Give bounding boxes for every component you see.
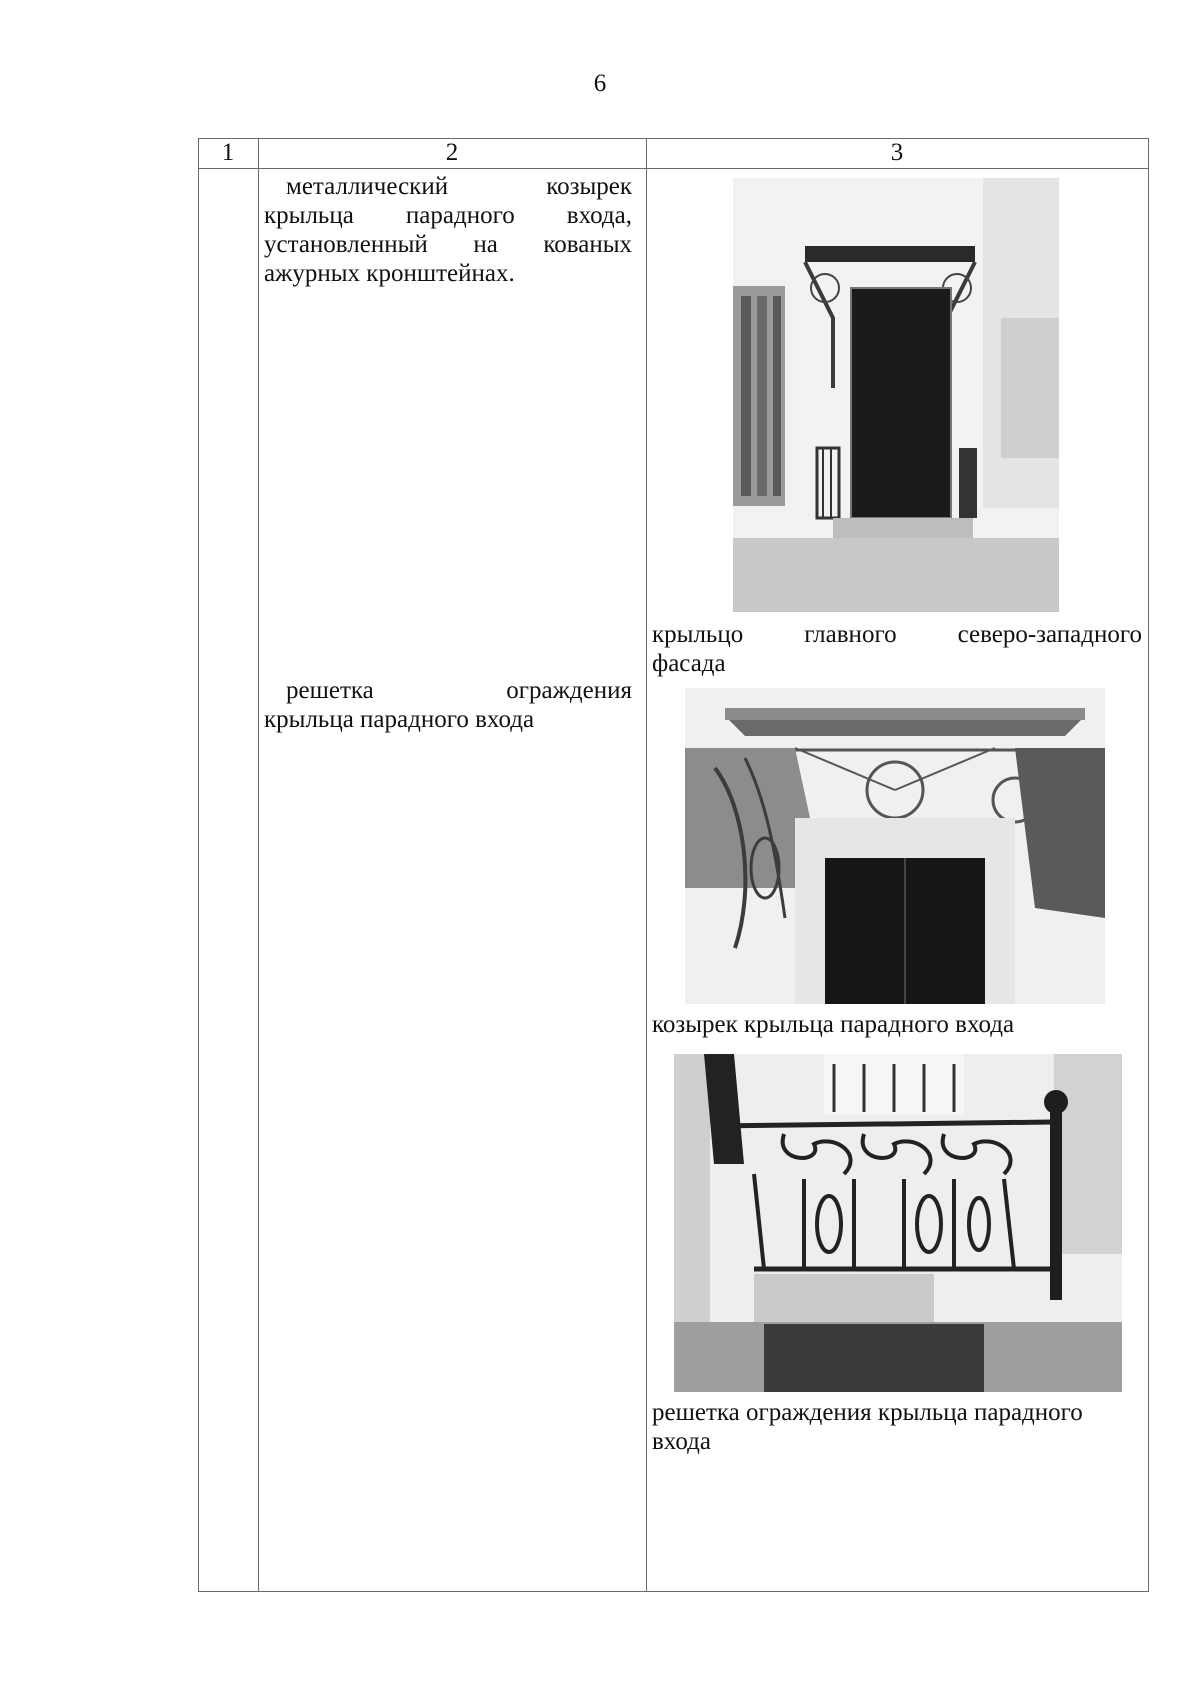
- railing-photo: [674, 1054, 1122, 1392]
- description-line: металлический козырек: [286, 173, 632, 200]
- page-number: 6: [593, 70, 607, 97]
- photo-caption: [652, 620, 1142, 678]
- col-divider-1: [258, 138, 259, 1592]
- col-divider-2: [646, 138, 647, 1592]
- table-bottom-border: [198, 1591, 1149, 1592]
- header-col-1: 1: [221, 139, 235, 166]
- porch-entrance-photo: [733, 178, 1059, 612]
- canopy-photo: [685, 688, 1105, 1004]
- header-col-2: 2: [445, 139, 459, 166]
- caption-line: фасада: [652, 650, 726, 677]
- caption-line: решетка ограждения крыльца парадного: [652, 1399, 1083, 1426]
- description-line: крыльца парадного входа: [264, 706, 535, 733]
- photo-caption: [652, 1010, 1142, 1039]
- table-left-border: [198, 138, 199, 1592]
- caption-line: козырек крыльца парадного входа: [652, 1011, 1015, 1038]
- description-line: крыльца парадного входа,: [264, 202, 632, 229]
- description-canopy: [264, 172, 632, 288]
- description-line: ажурных кронштейнах.: [264, 260, 515, 287]
- photo-caption: [652, 1398, 1142, 1456]
- description-line: решетка ограждения: [286, 677, 632, 704]
- header-col-3: 3: [890, 139, 904, 166]
- caption-line: входа: [652, 1428, 711, 1455]
- table-right-border: [1148, 138, 1149, 1592]
- description-railing: [264, 676, 632, 734]
- caption-line: крыльцо главного северо-западного: [652, 621, 1142, 648]
- description-line: установленный на кованых: [264, 231, 632, 258]
- header-bottom-border: [198, 168, 1149, 169]
